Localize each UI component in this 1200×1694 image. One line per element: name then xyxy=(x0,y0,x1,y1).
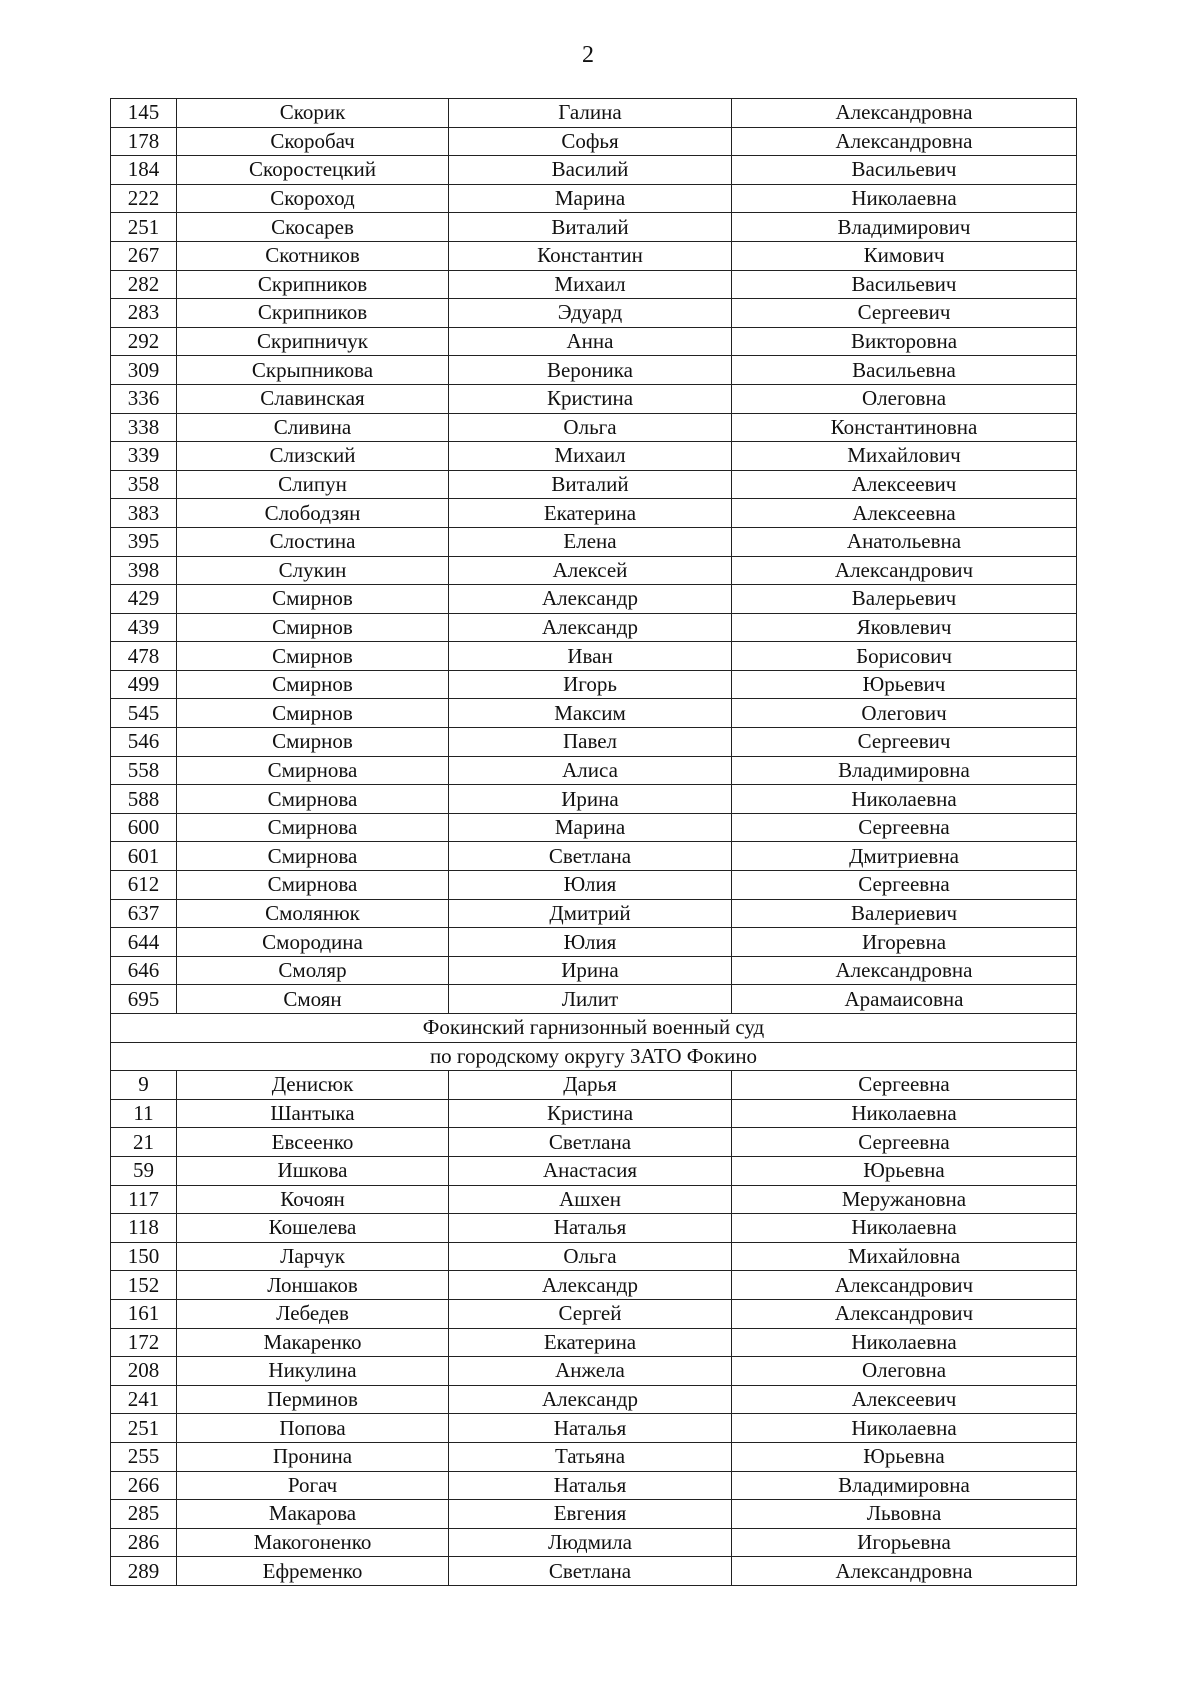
cell-first-name: Людмила xyxy=(449,1528,732,1557)
section-heading: по городскому округу ЗАТО Фокино xyxy=(111,1042,1077,1071)
cell-patronymic: Васильевна xyxy=(732,356,1077,385)
cell-number: 383 xyxy=(111,499,177,528)
cell-last-name: Перминов xyxy=(177,1385,449,1414)
cell-patronymic: Борисович xyxy=(732,642,1077,671)
cell-last-name: Смирнова xyxy=(177,813,449,842)
cell-last-name: Ишкова xyxy=(177,1156,449,1185)
cell-patronymic: Николаевна xyxy=(732,785,1077,814)
cell-patronymic: Васильевич xyxy=(732,156,1077,185)
cell-first-name: Евгения xyxy=(449,1500,732,1529)
cell-last-name: Скрипничук xyxy=(177,327,449,356)
cell-first-name: Александр xyxy=(449,1385,732,1414)
table-row xyxy=(111,499,1077,528)
cell-patronymic: Александровна xyxy=(732,127,1077,156)
cell-patronymic: Николаевна xyxy=(732,184,1077,213)
cell-number: 251 xyxy=(111,1414,177,1443)
cell-number: 282 xyxy=(111,270,177,299)
cell-first-name: Кристина xyxy=(449,1099,732,1128)
table-row xyxy=(111,470,1077,499)
cell-last-name: Ефременко xyxy=(177,1557,449,1586)
cell-patronymic: Валерьевич xyxy=(732,585,1077,614)
cell-last-name: Слизский xyxy=(177,442,449,471)
cell-patronymic: Сергеевич xyxy=(732,728,1077,757)
table-row xyxy=(111,1328,1077,1357)
cell-first-name: Юлия xyxy=(449,871,732,900)
cell-first-name: Юлия xyxy=(449,928,732,957)
cell-first-name: Константин xyxy=(449,241,732,270)
cell-patronymic: Игорьевна xyxy=(732,1528,1077,1557)
cell-last-name: Евсеенко xyxy=(177,1128,449,1157)
cell-last-name: Скрипников xyxy=(177,299,449,328)
cell-last-name: Шантыка xyxy=(177,1099,449,1128)
cell-first-name: Анастасия xyxy=(449,1156,732,1185)
cell-number: 600 xyxy=(111,813,177,842)
table-row xyxy=(111,327,1077,356)
table-row xyxy=(111,728,1077,757)
table-row xyxy=(111,442,1077,471)
cell-first-name: Екатерина xyxy=(449,499,732,528)
cell-patronymic: Валериевич xyxy=(732,899,1077,928)
table-row xyxy=(111,1557,1077,1586)
cell-number: 145 xyxy=(111,99,177,128)
cell-first-name: Дарья xyxy=(449,1071,732,1100)
cell-patronymic: Олеговна xyxy=(732,384,1077,413)
table-row xyxy=(111,928,1077,957)
cell-number: 251 xyxy=(111,213,177,242)
table-row xyxy=(111,1414,1077,1443)
cell-number: 558 xyxy=(111,756,177,785)
cell-patronymic: Васильевич xyxy=(732,270,1077,299)
table-row xyxy=(111,1500,1077,1529)
cell-number: 395 xyxy=(111,527,177,556)
cell-first-name: Наталья xyxy=(449,1214,732,1243)
cell-number: 178 xyxy=(111,127,177,156)
cell-first-name: Светлана xyxy=(449,1128,732,1157)
cell-patronymic: Сергеевна xyxy=(732,871,1077,900)
cell-number: 644 xyxy=(111,928,177,957)
cell-patronymic: Сергеевна xyxy=(732,1071,1077,1100)
cell-first-name: Галина xyxy=(449,99,732,128)
cell-patronymic: Александрович xyxy=(732,1299,1077,1328)
cell-first-name: Виталий xyxy=(449,213,732,242)
cell-number: 161 xyxy=(111,1299,177,1328)
cell-first-name: Сергей xyxy=(449,1299,732,1328)
cell-last-name: Лоншаков xyxy=(177,1271,449,1300)
cell-patronymic: Николаевна xyxy=(732,1328,1077,1357)
table-row xyxy=(111,1271,1077,1300)
table-row xyxy=(111,1071,1077,1100)
cell-first-name: Максим xyxy=(449,699,732,728)
cell-last-name: Денисюк xyxy=(177,1071,449,1100)
cell-number: 241 xyxy=(111,1385,177,1414)
cell-number: 545 xyxy=(111,699,177,728)
cell-first-name: Михаил xyxy=(449,442,732,471)
table-row xyxy=(111,1471,1077,1500)
cell-first-name: Анна xyxy=(449,327,732,356)
cell-last-name: Скотников xyxy=(177,241,449,270)
cell-number: 59 xyxy=(111,1156,177,1185)
section-heading-row xyxy=(111,1014,1077,1043)
cell-number: 267 xyxy=(111,241,177,270)
cell-last-name: Скорик xyxy=(177,99,449,128)
cell-number: 118 xyxy=(111,1214,177,1243)
table-row xyxy=(111,1528,1077,1557)
cell-last-name: Слободзян xyxy=(177,499,449,528)
table-row xyxy=(111,527,1077,556)
cell-last-name: Сливина xyxy=(177,413,449,442)
section-heading: Фокинский гарнизонный военный суд xyxy=(111,1014,1077,1043)
cell-first-name: Кристина xyxy=(449,384,732,413)
cell-first-name: Ирина xyxy=(449,956,732,985)
table-row xyxy=(111,384,1077,413)
cell-last-name: Смолянюк xyxy=(177,899,449,928)
cell-patronymic: Дмитриевна xyxy=(732,842,1077,871)
table-row xyxy=(111,585,1077,614)
cell-last-name: Смородина xyxy=(177,928,449,957)
cell-number: 172 xyxy=(111,1328,177,1357)
table-row xyxy=(111,785,1077,814)
table-row xyxy=(111,556,1077,585)
cell-patronymic: Арамаисовна xyxy=(732,985,1077,1014)
cell-patronymic: Юрьевна xyxy=(732,1442,1077,1471)
cell-first-name: Вероника xyxy=(449,356,732,385)
table-row xyxy=(111,985,1077,1014)
cell-number: 309 xyxy=(111,356,177,385)
table-row xyxy=(111,99,1077,128)
table-row xyxy=(111,842,1077,871)
table-row xyxy=(111,1442,1077,1471)
cell-first-name: Алиса xyxy=(449,756,732,785)
cell-first-name: Александр xyxy=(449,585,732,614)
cell-last-name: Никулина xyxy=(177,1357,449,1386)
table-row xyxy=(111,670,1077,699)
cell-first-name: Татьяна xyxy=(449,1442,732,1471)
table-row xyxy=(111,813,1077,842)
cell-patronymic: Меружановна xyxy=(732,1185,1077,1214)
cell-patronymic: Яковлевич xyxy=(732,613,1077,642)
cell-number: 637 xyxy=(111,899,177,928)
table-row xyxy=(111,1156,1077,1185)
cell-first-name: Марина xyxy=(449,813,732,842)
cell-patronymic: Сергеевна xyxy=(732,813,1077,842)
cell-number: 222 xyxy=(111,184,177,213)
cell-number: 646 xyxy=(111,956,177,985)
cell-number: 150 xyxy=(111,1242,177,1271)
cell-number: 398 xyxy=(111,556,177,585)
cell-patronymic: Юрьевна xyxy=(732,1156,1077,1185)
table-row xyxy=(111,184,1077,213)
table-row xyxy=(111,871,1077,900)
table-row xyxy=(111,1214,1077,1243)
cell-patronymic: Владимировна xyxy=(732,1471,1077,1500)
page-number: 2 xyxy=(582,42,594,68)
cell-number: 292 xyxy=(111,327,177,356)
cell-patronymic: Николаевна xyxy=(732,1099,1077,1128)
cell-number: 439 xyxy=(111,613,177,642)
cell-last-name: Лебедев xyxy=(177,1299,449,1328)
cell-last-name: Смоян xyxy=(177,985,449,1014)
cell-patronymic: Владимирович xyxy=(732,213,1077,242)
table-row xyxy=(111,356,1077,385)
cell-last-name: Макогоненко xyxy=(177,1528,449,1557)
roster-table-body xyxy=(111,99,1077,1586)
table-row xyxy=(111,1242,1077,1271)
cell-patronymic: Алексеевич xyxy=(732,1385,1077,1414)
cell-first-name: Анжела xyxy=(449,1357,732,1386)
cell-first-name: Эдуард xyxy=(449,299,732,328)
cell-first-name: Ирина xyxy=(449,785,732,814)
cell-first-name: Александр xyxy=(449,613,732,642)
cell-number: 266 xyxy=(111,1471,177,1500)
cell-first-name: Наталья xyxy=(449,1471,732,1500)
cell-number: 152 xyxy=(111,1271,177,1300)
cell-last-name: Смирнов xyxy=(177,642,449,671)
cell-patronymic: Александрович xyxy=(732,1271,1077,1300)
cell-first-name: Елена xyxy=(449,527,732,556)
cell-number: 546 xyxy=(111,728,177,757)
cell-first-name: Виталий xyxy=(449,470,732,499)
cell-last-name: Скоробач xyxy=(177,127,449,156)
cell-last-name: Слостина xyxy=(177,527,449,556)
cell-last-name: Скрыпникова xyxy=(177,356,449,385)
cell-last-name: Кошелева xyxy=(177,1214,449,1243)
cell-last-name: Пронина xyxy=(177,1442,449,1471)
cell-first-name: Алексей xyxy=(449,556,732,585)
roster-table xyxy=(110,98,1077,1586)
cell-patronymic: Юрьевич xyxy=(732,670,1077,699)
table-row xyxy=(111,1299,1077,1328)
cell-number: 289 xyxy=(111,1557,177,1586)
cell-last-name: Слукин xyxy=(177,556,449,585)
table-row xyxy=(111,1128,1077,1157)
cell-number: 208 xyxy=(111,1357,177,1386)
cell-patronymic: Сергеевна xyxy=(732,1128,1077,1157)
cell-number: 499 xyxy=(111,670,177,699)
cell-patronymic: Николаевна xyxy=(732,1414,1077,1443)
cell-last-name: Смирнов xyxy=(177,728,449,757)
cell-number: 612 xyxy=(111,871,177,900)
cell-last-name: Скрипников xyxy=(177,270,449,299)
cell-last-name: Скоростецкий xyxy=(177,156,449,185)
cell-last-name: Смирнова xyxy=(177,871,449,900)
table-row xyxy=(111,413,1077,442)
cell-last-name: Смирнов xyxy=(177,670,449,699)
table-row xyxy=(111,956,1077,985)
cell-last-name: Смирнова xyxy=(177,785,449,814)
cell-number: 429 xyxy=(111,585,177,614)
table-row xyxy=(111,613,1077,642)
cell-number: 117 xyxy=(111,1185,177,1214)
table-row xyxy=(111,699,1077,728)
cell-last-name: Попова xyxy=(177,1414,449,1443)
cell-first-name: Лилит xyxy=(449,985,732,1014)
table-row xyxy=(111,1099,1077,1128)
cell-first-name: Павел xyxy=(449,728,732,757)
section-heading-row xyxy=(111,1042,1077,1071)
cell-first-name: Игорь xyxy=(449,670,732,699)
cell-patronymic: Михайловна xyxy=(732,1242,1077,1271)
cell-patronymic: Александровна xyxy=(732,99,1077,128)
cell-patronymic: Олеговна xyxy=(732,1357,1077,1386)
table-row xyxy=(111,127,1077,156)
cell-first-name: Ольга xyxy=(449,1242,732,1271)
cell-first-name: Светлана xyxy=(449,1557,732,1586)
table-row xyxy=(111,241,1077,270)
cell-first-name: Екатерина xyxy=(449,1328,732,1357)
cell-patronymic: Игоревна xyxy=(732,928,1077,957)
cell-first-name: Дмитрий xyxy=(449,899,732,928)
cell-last-name: Макаренко xyxy=(177,1328,449,1357)
cell-first-name: Софья xyxy=(449,127,732,156)
cell-last-name: Кочоян xyxy=(177,1185,449,1214)
cell-patronymic: Сергеевич xyxy=(732,299,1077,328)
cell-number: 11 xyxy=(111,1099,177,1128)
cell-number: 286 xyxy=(111,1528,177,1557)
cell-number: 358 xyxy=(111,470,177,499)
cell-last-name: Смоляр xyxy=(177,956,449,985)
cell-last-name: Слипун xyxy=(177,470,449,499)
cell-last-name: Смирнов xyxy=(177,699,449,728)
cell-number: 588 xyxy=(111,785,177,814)
cell-number: 9 xyxy=(111,1071,177,1100)
table-row xyxy=(111,299,1077,328)
cell-patronymic: Алексеевич xyxy=(732,470,1077,499)
cell-patronymic: Александровна xyxy=(732,956,1077,985)
cell-number: 255 xyxy=(111,1442,177,1471)
cell-last-name: Смирнова xyxy=(177,842,449,871)
cell-first-name: Михаил xyxy=(449,270,732,299)
cell-patronymic: Александровна xyxy=(732,1557,1077,1586)
cell-number: 285 xyxy=(111,1500,177,1529)
cell-number: 336 xyxy=(111,384,177,413)
cell-last-name: Смирнова xyxy=(177,756,449,785)
table-row xyxy=(111,1385,1077,1414)
table-row xyxy=(111,156,1077,185)
table-row xyxy=(111,1185,1077,1214)
cell-first-name: Иван xyxy=(449,642,732,671)
table-row xyxy=(111,642,1077,671)
cell-patronymic: Александрович xyxy=(732,556,1077,585)
cell-first-name: Марина xyxy=(449,184,732,213)
table-row xyxy=(111,899,1077,928)
cell-patronymic: Львовна xyxy=(732,1500,1077,1529)
table-row xyxy=(111,756,1077,785)
cell-number: 338 xyxy=(111,413,177,442)
cell-patronymic: Константиновна xyxy=(732,413,1077,442)
cell-patronymic: Анатольевна xyxy=(732,527,1077,556)
cell-number: 283 xyxy=(111,299,177,328)
cell-patronymic: Викторовна xyxy=(732,327,1077,356)
cell-number: 184 xyxy=(111,156,177,185)
table-row xyxy=(111,1357,1077,1386)
table-row xyxy=(111,270,1077,299)
table-row xyxy=(111,213,1077,242)
cell-number: 695 xyxy=(111,985,177,1014)
cell-number: 601 xyxy=(111,842,177,871)
cell-last-name: Скороход xyxy=(177,184,449,213)
cell-last-name: Славинская xyxy=(177,384,449,413)
cell-last-name: Ларчук xyxy=(177,1242,449,1271)
cell-number: 478 xyxy=(111,642,177,671)
cell-patronymic: Владимировна xyxy=(732,756,1077,785)
cell-first-name: Ашхен xyxy=(449,1185,732,1214)
cell-patronymic: Михайлович xyxy=(732,442,1077,471)
cell-patronymic: Николаевна xyxy=(732,1214,1077,1243)
cell-last-name: Скосарев xyxy=(177,213,449,242)
cell-last-name: Смирнов xyxy=(177,585,449,614)
cell-first-name: Наталья xyxy=(449,1414,732,1443)
cell-patronymic: Алексеевна xyxy=(732,499,1077,528)
cell-last-name: Смирнов xyxy=(177,613,449,642)
cell-patronymic: Кимович xyxy=(732,241,1077,270)
cell-number: 21 xyxy=(111,1128,177,1157)
cell-patronymic: Олегович xyxy=(732,699,1077,728)
cell-last-name: Рогач xyxy=(177,1471,449,1500)
cell-first-name: Василий xyxy=(449,156,732,185)
cell-number: 339 xyxy=(111,442,177,471)
cell-first-name: Ольга xyxy=(449,413,732,442)
cell-first-name: Светлана xyxy=(449,842,732,871)
cell-last-name: Макарова xyxy=(177,1500,449,1529)
cell-first-name: Александр xyxy=(449,1271,732,1300)
